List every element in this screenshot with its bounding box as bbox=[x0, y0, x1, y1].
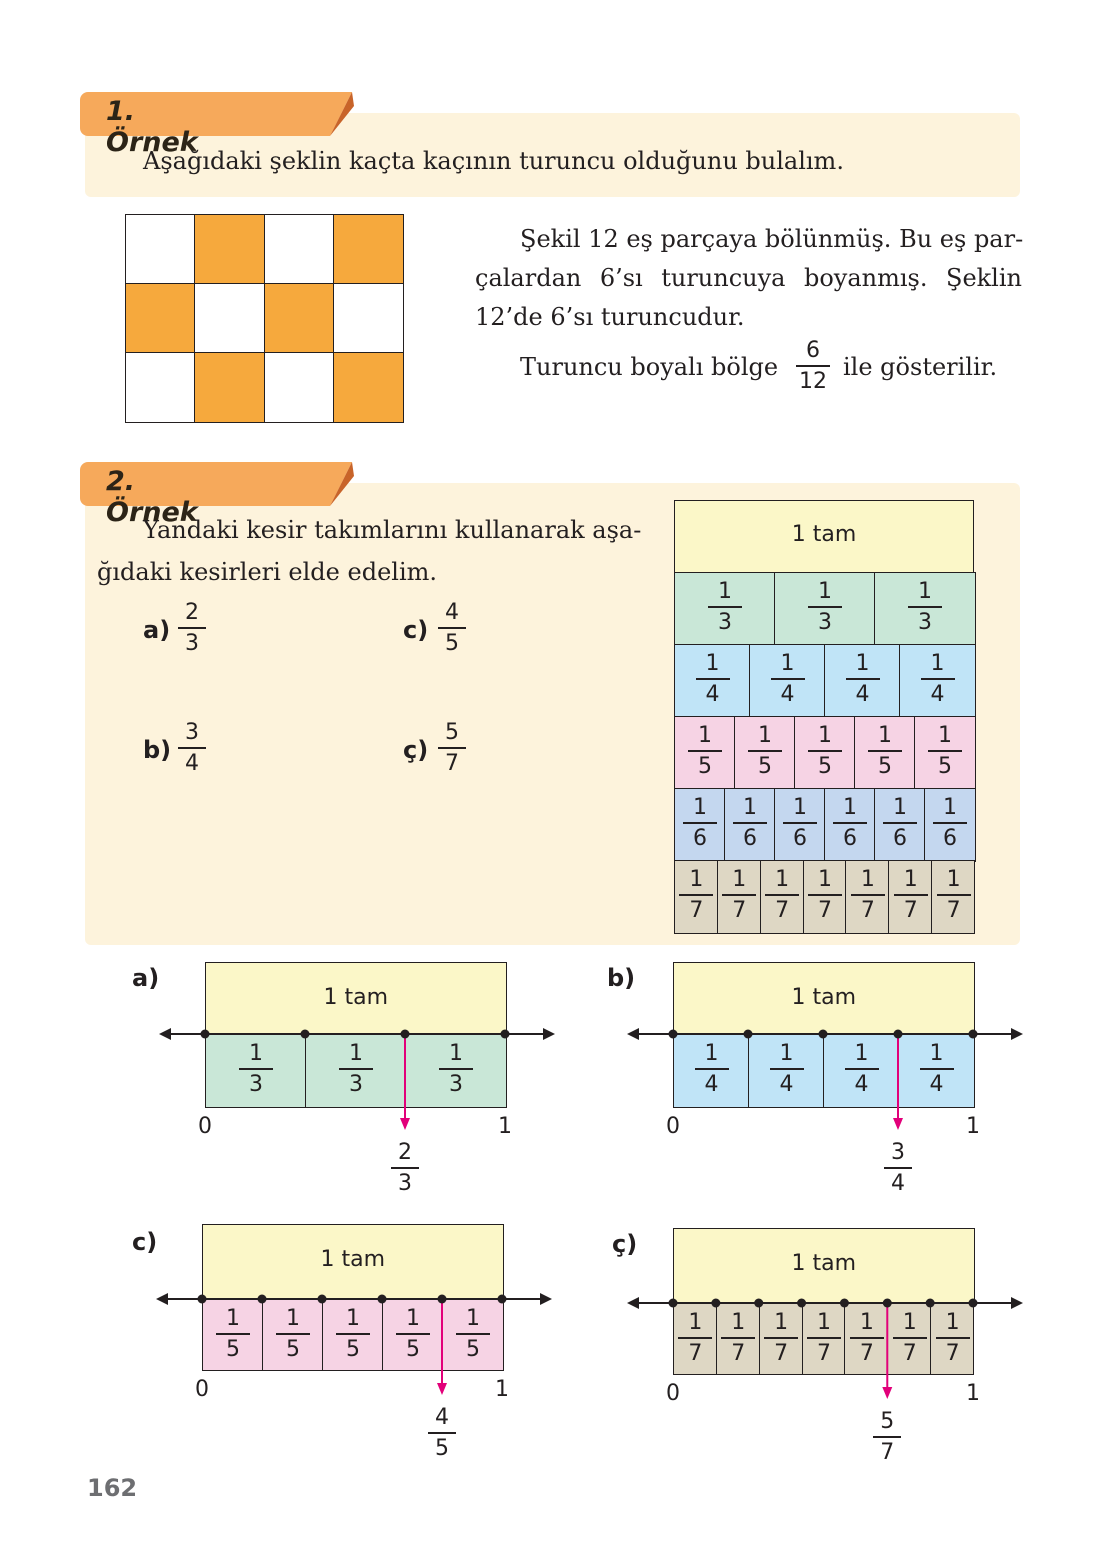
tick-dot bbox=[969, 1030, 978, 1039]
tick-dot bbox=[301, 1030, 310, 1039]
fraction-denominator: 5 bbox=[818, 754, 832, 779]
fraction-numerator: 1 bbox=[818, 723, 832, 748]
fraction-bar bbox=[808, 894, 842, 896]
whole-label: 1 tam bbox=[791, 985, 857, 1010]
fraction-bar bbox=[908, 606, 942, 608]
white-cell bbox=[125, 214, 196, 285]
example1-explanation-2: çalardan 6’sı turuncuya boyanmış. Şeklin bbox=[475, 264, 1022, 292]
fraction-bar bbox=[884, 1167, 912, 1169]
white-cell bbox=[264, 352, 335, 423]
tick-dot bbox=[926, 1299, 935, 1308]
fraction-numerator: 6 bbox=[806, 338, 820, 363]
whole-label: 1 tam bbox=[791, 522, 857, 547]
unit-fraction bbox=[722, 867, 756, 923]
fraction-piece bbox=[924, 788, 976, 862]
fraction-numerator: 1 bbox=[346, 1306, 360, 1331]
tick-dot bbox=[840, 1299, 849, 1308]
fraction-numerator: 1 bbox=[878, 723, 892, 748]
fraction-numerator: 4 bbox=[435, 1405, 449, 1430]
fraction-piece bbox=[749, 644, 826, 718]
fraction-bar bbox=[696, 678, 730, 680]
start-label: 0 bbox=[195, 1377, 209, 1402]
fraction-numerator: 2 bbox=[398, 1140, 412, 1165]
tick-dot bbox=[894, 1030, 903, 1039]
fraction-denominator: 5 bbox=[226, 1337, 240, 1362]
fraction-denominator: 7 bbox=[774, 1341, 789, 1366]
fraction-denominator: 6 bbox=[843, 826, 857, 851]
fraction-numerator: 1 bbox=[693, 795, 707, 820]
tick-dot bbox=[754, 1299, 763, 1308]
fraction-numerator: 1 bbox=[779, 1041, 794, 1066]
fraction-denominator: 3 bbox=[818, 610, 832, 635]
fraction-denominator: 6 bbox=[793, 826, 807, 851]
start-label: 0 bbox=[198, 1114, 212, 1139]
fraction-numerator: 1 bbox=[945, 1310, 960, 1335]
arrow-right-icon bbox=[543, 1028, 555, 1040]
fraction-bar bbox=[873, 1436, 901, 1438]
fraction-bar bbox=[833, 822, 867, 824]
fraction-numerator: 1 bbox=[902, 1310, 917, 1335]
fraction-numerator: 1 bbox=[449, 1041, 463, 1066]
fraction-denominator: 4 bbox=[854, 1072, 869, 1097]
fraction-numerator: 1 bbox=[774, 1310, 789, 1335]
fraction-numerator: 1 bbox=[731, 1310, 746, 1335]
tick-dot bbox=[744, 1030, 753, 1039]
fraction-bar bbox=[688, 750, 722, 752]
fraction-denominator: 3 bbox=[349, 1072, 363, 1097]
fraction-denominator: 3 bbox=[398, 1171, 412, 1196]
whole-label: 1 tam bbox=[320, 1247, 386, 1272]
fraction-denominator: 6 bbox=[893, 826, 907, 851]
fraction-denominator: 3 bbox=[918, 610, 932, 635]
fraction-numerator: 1 bbox=[704, 1041, 719, 1066]
tick-dot bbox=[438, 1295, 447, 1304]
fraction-piece bbox=[794, 716, 856, 790]
fraction-denominator: 4 bbox=[929, 1072, 944, 1097]
item-b-label: b) bbox=[143, 736, 172, 764]
fraction-denominator: 7 bbox=[859, 1341, 874, 1366]
fraction-numerator: 1 bbox=[943, 795, 957, 820]
fraction-denominator: 7 bbox=[689, 898, 704, 923]
unit-fraction bbox=[683, 795, 717, 851]
tick-dot bbox=[378, 1295, 387, 1304]
fraction-numerator: 5 bbox=[880, 1409, 895, 1434]
arrow-left-icon bbox=[156, 1293, 168, 1305]
orange-grid bbox=[125, 214, 402, 421]
unit-fraction bbox=[833, 795, 867, 851]
fraction-numerator: 1 bbox=[793, 795, 807, 820]
item-a-label: a) bbox=[143, 616, 171, 644]
diagram-b-label: b) bbox=[607, 964, 636, 992]
fraction-numerator: 1 bbox=[249, 1041, 263, 1066]
unit-fraction bbox=[884, 1140, 912, 1196]
tick-dot bbox=[883, 1299, 892, 1308]
unit-fraction bbox=[851, 867, 885, 923]
unit-fraction bbox=[733, 795, 767, 851]
unit-fraction bbox=[688, 723, 722, 779]
tab-fold-icon bbox=[260, 462, 356, 506]
tick-dot bbox=[198, 1295, 207, 1304]
diagram-cc-label: ç) bbox=[612, 1230, 638, 1258]
unit-fraction bbox=[868, 723, 902, 779]
example1-result-fraction bbox=[796, 338, 830, 394]
tick-dot bbox=[969, 1299, 978, 1308]
fraction-numerator: 1 bbox=[732, 867, 747, 892]
tick-dot bbox=[498, 1295, 507, 1304]
fraction-denominator: 3 bbox=[185, 631, 199, 656]
fraction-denominator: 5 bbox=[286, 1337, 300, 1362]
fraction-denominator: 4 bbox=[185, 751, 199, 776]
answer-arrow-head bbox=[893, 1118, 903, 1130]
fraction-denominator: 4 bbox=[855, 682, 870, 707]
fraction-bar bbox=[748, 750, 782, 752]
fraction-denominator: 7 bbox=[860, 898, 875, 923]
whole-bar bbox=[674, 500, 974, 573]
fraction-bar bbox=[933, 822, 967, 824]
orange-cell bbox=[125, 283, 196, 354]
fraction-numerator: 1 bbox=[816, 1310, 831, 1335]
fraction-bar bbox=[868, 750, 902, 752]
fraction-numerator: 1 bbox=[929, 1041, 944, 1066]
item-b-fraction bbox=[178, 720, 206, 776]
fraction-denominator: 5 bbox=[346, 1337, 360, 1362]
orange-cell bbox=[194, 352, 265, 423]
fraction-numerator: 1 bbox=[718, 579, 732, 604]
fraction-denominator: 7 bbox=[880, 1440, 895, 1465]
fraction-numerator: 1 bbox=[860, 867, 875, 892]
fraction-numerator: 1 bbox=[903, 867, 918, 892]
fraction-piece bbox=[734, 716, 796, 790]
fraction-piece bbox=[674, 572, 776, 646]
arrow-left-icon bbox=[627, 1297, 639, 1309]
unit-fraction bbox=[873, 1409, 901, 1465]
fraction-denominator: 6 bbox=[693, 826, 707, 851]
start-label: 0 bbox=[666, 1381, 680, 1406]
example1-question: Aşağıdaki şeklin kaçta kaçının turuncu olduğunu bulalım. bbox=[143, 147, 844, 175]
fraction-numerator: 1 bbox=[893, 795, 907, 820]
example2-instruction-1: Yandaki kesir takımlarını kullanarak aşa- bbox=[143, 516, 642, 544]
tick-dot bbox=[201, 1030, 210, 1039]
item-cc-label: ç) bbox=[403, 736, 429, 764]
fraction-bar bbox=[937, 894, 971, 896]
item-c-label: c) bbox=[403, 616, 429, 644]
unit-fraction bbox=[937, 867, 971, 923]
unit-fraction bbox=[921, 651, 955, 707]
fraction-piece bbox=[888, 860, 932, 934]
fraction-denominator: 7 bbox=[732, 898, 747, 923]
arrow-right-icon bbox=[540, 1293, 552, 1305]
unit-fraction bbox=[808, 867, 842, 923]
unit-fraction bbox=[391, 1140, 419, 1196]
fraction-bar bbox=[765, 894, 799, 896]
fraction-piece bbox=[803, 860, 847, 934]
white-cell bbox=[333, 283, 404, 354]
unit-fraction bbox=[894, 867, 928, 923]
fraction-numerator: 1 bbox=[930, 651, 945, 676]
fraction-bar bbox=[851, 894, 885, 896]
unit-fraction bbox=[428, 1405, 456, 1461]
fraction-numerator: 1 bbox=[854, 1041, 869, 1066]
example2-instruction-2: ğıdaki kesirleri elde edelim. bbox=[97, 558, 438, 586]
fraction-numerator: 1 bbox=[226, 1306, 240, 1331]
fraction-denominator: 4 bbox=[930, 682, 945, 707]
start-label: 0 bbox=[666, 1114, 680, 1139]
fraction-piece bbox=[854, 716, 916, 790]
fraction-numerator: 1 bbox=[775, 867, 790, 892]
unit-fraction bbox=[908, 579, 942, 635]
arrow-left-icon bbox=[159, 1028, 171, 1040]
whole-label: 1 tam bbox=[323, 985, 389, 1010]
fraction-numerator: 1 bbox=[843, 795, 857, 820]
orange-cell bbox=[333, 214, 404, 285]
fraction-bar bbox=[428, 1432, 456, 1434]
fraction-numerator: 1 bbox=[705, 651, 720, 676]
fraction-numerator: 1 bbox=[938, 723, 952, 748]
tick-dot bbox=[819, 1030, 828, 1039]
fraction-bar bbox=[438, 747, 466, 749]
example1-result-prefix: Turuncu boyalı bölge bbox=[520, 353, 779, 381]
fraction-denominator: 12 bbox=[799, 369, 827, 394]
fraction-denominator: 7 bbox=[816, 1341, 831, 1366]
unit-fraction bbox=[846, 651, 880, 707]
fraction-denominator: 5 bbox=[445, 631, 459, 656]
example1-title: 1. Örnek bbox=[106, 96, 198, 158]
fraction-numerator: 1 bbox=[286, 1306, 300, 1331]
diagram-a-label: a) bbox=[132, 964, 160, 992]
fraction-numerator: 1 bbox=[689, 867, 704, 892]
fraction-denominator: 7 bbox=[445, 751, 459, 776]
unit-fraction bbox=[708, 579, 742, 635]
fraction-numerator: 1 bbox=[466, 1306, 480, 1331]
answer-arrow-head bbox=[437, 1383, 447, 1395]
fraction-piece bbox=[674, 716, 736, 790]
fraction-numerator: 1 bbox=[859, 1310, 874, 1335]
arrow-right-icon bbox=[1011, 1297, 1023, 1309]
unit-fraction bbox=[883, 795, 917, 851]
fraction-piece bbox=[717, 860, 761, 934]
fraction-bar bbox=[921, 678, 955, 680]
fraction-bar bbox=[391, 1167, 419, 1169]
unit-fraction bbox=[679, 867, 713, 923]
orange-cell bbox=[333, 352, 404, 423]
fraction-numerator: 1 bbox=[758, 723, 772, 748]
fraction-numerator: 1 bbox=[855, 651, 870, 676]
end-label: 1 bbox=[495, 1377, 509, 1402]
fraction-denominator: 7 bbox=[775, 898, 790, 923]
fraction-bar bbox=[679, 894, 713, 896]
fraction-denominator: 4 bbox=[780, 682, 795, 707]
tick-dot bbox=[711, 1299, 720, 1308]
fraction-denominator: 3 bbox=[249, 1072, 263, 1097]
fraction-bar bbox=[796, 365, 830, 367]
white-cell bbox=[194, 283, 265, 354]
fraction-numerator: 5 bbox=[445, 720, 459, 745]
fraction-denominator: 5 bbox=[758, 754, 772, 779]
unit-fraction bbox=[808, 579, 842, 635]
unit-fraction bbox=[696, 651, 730, 707]
number-line bbox=[154, 1289, 554, 1429]
number-line bbox=[625, 1293, 1025, 1433]
fraction-numerator: 3 bbox=[185, 720, 199, 745]
fraction-piece bbox=[931, 860, 975, 934]
fraction-bar bbox=[783, 822, 817, 824]
fraction-bar bbox=[808, 750, 842, 752]
fraction-numerator: 1 bbox=[817, 867, 832, 892]
number-line bbox=[625, 1024, 1025, 1164]
fraction-denominator: 6 bbox=[943, 826, 957, 851]
fraction-bar bbox=[808, 606, 842, 608]
whole-label: 1 tam bbox=[791, 1251, 857, 1276]
fraction-denominator: 6 bbox=[743, 826, 757, 851]
tick-dot bbox=[669, 1030, 678, 1039]
arrow-right-icon bbox=[1011, 1028, 1023, 1040]
fraction-bar bbox=[894, 894, 928, 896]
tick-dot bbox=[318, 1295, 327, 1304]
white-cell bbox=[125, 352, 196, 423]
fraction-denominator: 7 bbox=[817, 898, 832, 923]
fraction-denominator: 5 bbox=[435, 1436, 449, 1461]
fraction-denominator: 4 bbox=[705, 682, 720, 707]
fraction-bar bbox=[771, 678, 805, 680]
tick-dot bbox=[501, 1030, 510, 1039]
arrow-left-icon bbox=[627, 1028, 639, 1040]
fraction-piece bbox=[674, 860, 718, 934]
page-number: 162 bbox=[87, 1474, 138, 1502]
fraction-bar bbox=[438, 627, 466, 629]
fraction-piece bbox=[874, 572, 976, 646]
fraction-piece bbox=[914, 716, 976, 790]
fraction-piece bbox=[824, 644, 901, 718]
fraction-piece bbox=[899, 644, 976, 718]
fraction-bar bbox=[733, 822, 767, 824]
example1-result-suffix: ile gösterilir. bbox=[843, 353, 998, 381]
fraction-denominator: 5 bbox=[466, 1337, 480, 1362]
fraction-piece bbox=[774, 788, 826, 862]
fraction-denominator: 3 bbox=[718, 610, 732, 635]
item-a-fraction bbox=[178, 600, 206, 656]
fraction-denominator: 5 bbox=[938, 754, 952, 779]
example2-title: 2. Örnek bbox=[106, 466, 198, 528]
fraction-denominator: 4 bbox=[704, 1072, 719, 1097]
fraction-denominator: 7 bbox=[945, 1341, 960, 1366]
fraction-piece bbox=[760, 860, 804, 934]
number-line bbox=[157, 1024, 557, 1164]
fraction-denominator: 7 bbox=[946, 898, 961, 923]
fraction-piece bbox=[724, 788, 776, 862]
fraction-numerator: 3 bbox=[891, 1140, 905, 1165]
fraction-bar bbox=[883, 822, 917, 824]
end-label: 1 bbox=[498, 1114, 512, 1139]
unit-fraction bbox=[748, 723, 782, 779]
orange-cell bbox=[194, 214, 265, 285]
tick-dot bbox=[401, 1030, 410, 1039]
fraction-numerator: 1 bbox=[918, 579, 932, 604]
item-cc-fraction bbox=[438, 720, 466, 776]
fraction-denominator: 7 bbox=[731, 1341, 746, 1366]
item-c-fraction bbox=[438, 600, 466, 656]
fraction-numerator: 1 bbox=[698, 723, 712, 748]
fraction-numerator: 1 bbox=[743, 795, 757, 820]
fraction-numerator: 1 bbox=[349, 1041, 363, 1066]
fraction-denominator: 7 bbox=[902, 1341, 917, 1366]
fraction-piece bbox=[845, 860, 889, 934]
fraction-numerator: 1 bbox=[406, 1306, 420, 1331]
fraction-denominator: 5 bbox=[698, 754, 712, 779]
fraction-numerator: 1 bbox=[946, 867, 961, 892]
example1-explanation-3: 12’de 6’sı turuncudur. bbox=[475, 303, 745, 331]
fraction-bar bbox=[683, 822, 717, 824]
fraction-denominator: 5 bbox=[878, 754, 892, 779]
unit-fraction bbox=[808, 723, 842, 779]
fraction-wall bbox=[674, 500, 974, 932]
orange-cell bbox=[264, 283, 335, 354]
fraction-bar bbox=[178, 747, 206, 749]
end-label: 1 bbox=[966, 1381, 980, 1406]
unit-fraction bbox=[765, 867, 799, 923]
fraction-denominator: 4 bbox=[891, 1171, 905, 1196]
tab-fold-icon bbox=[260, 92, 356, 136]
fraction-bar bbox=[708, 606, 742, 608]
fraction-denominator: 3 bbox=[449, 1072, 463, 1097]
fraction-bar bbox=[928, 750, 962, 752]
diagram-c-label: c) bbox=[132, 1228, 158, 1256]
fraction-numerator: 1 bbox=[688, 1310, 703, 1335]
fraction-piece bbox=[874, 788, 926, 862]
fraction-piece bbox=[674, 788, 726, 862]
tick-dot bbox=[258, 1295, 267, 1304]
fraction-bar bbox=[178, 627, 206, 629]
fraction-denominator: 7 bbox=[903, 898, 918, 923]
fraction-denominator: 5 bbox=[406, 1337, 420, 1362]
fraction-denominator: 4 bbox=[779, 1072, 794, 1097]
fraction-numerator: 2 bbox=[185, 600, 199, 625]
fraction-piece bbox=[674, 644, 751, 718]
example1-explanation-1: Şekil 12 eş parçaya bölünmüş. Bu eş par- bbox=[520, 225, 1024, 253]
fraction-denominator: 7 bbox=[688, 1341, 703, 1366]
unit-fraction bbox=[771, 651, 805, 707]
fraction-piece bbox=[824, 788, 876, 862]
answer-arrow-head bbox=[400, 1118, 410, 1130]
unit-fraction bbox=[933, 795, 967, 851]
fraction-piece bbox=[774, 572, 876, 646]
fraction-numerator: 4 bbox=[445, 600, 459, 625]
unit-fraction bbox=[928, 723, 962, 779]
white-cell bbox=[264, 214, 335, 285]
fraction-numerator: 1 bbox=[818, 579, 832, 604]
tick-dot bbox=[669, 1299, 678, 1308]
tick-dot bbox=[797, 1299, 806, 1308]
answer-arrow-head bbox=[882, 1387, 892, 1399]
unit-fraction bbox=[783, 795, 817, 851]
fraction-bar bbox=[722, 894, 756, 896]
fraction-bar bbox=[846, 678, 880, 680]
fraction-numerator: 1 bbox=[780, 651, 795, 676]
end-label: 1 bbox=[966, 1114, 980, 1139]
